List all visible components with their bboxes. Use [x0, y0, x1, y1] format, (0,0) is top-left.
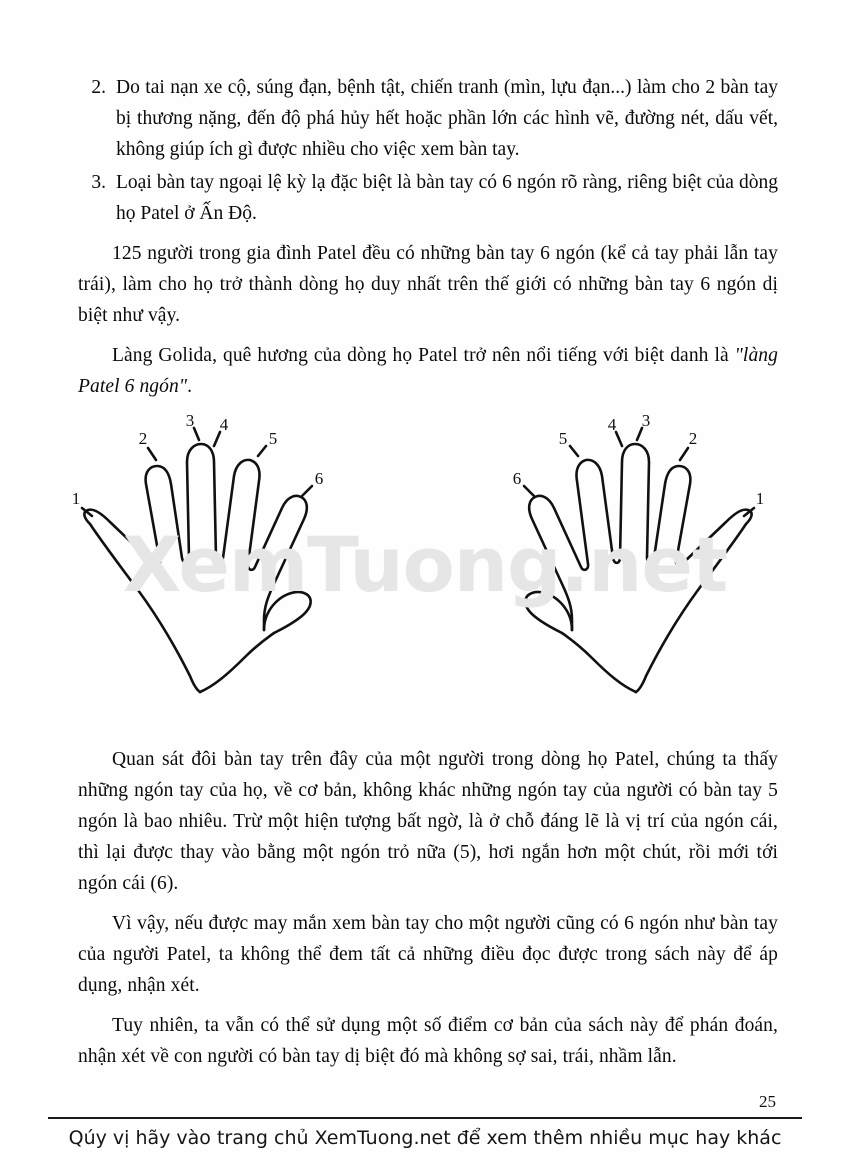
figure-label-right-1: 1 — [755, 489, 765, 508]
paragraph: Vì vậy, nếu được may mắn xem bàn tay cho một người cũng có 6 ngón như bàn tay của người Patel, ta không thể đem tất cả những điều đọc được trong sách này để áp dụng, nhận xét. — [78, 913, 778, 996]
list-item-number: 3. — [91, 172, 106, 193]
figure-label-left-4: 4 — [219, 415, 229, 434]
figure-label-right-4: 4 — [607, 415, 617, 434]
figure-label-right-3: 3 — [641, 411, 651, 430]
list-item-text: Loại bàn tay ngoại lệ kỳ lạ đặc biệt là bàn tay có 6 ngón rõ ràng, riêng biệt của dòng họ Patel ở Ấn Độ. — [116, 172, 778, 224]
paragraph-with-italic — [78, 340, 778, 402]
hands-figure — [71, 411, 778, 744]
six-fingered-hands-illustration — [68, 411, 788, 744]
figure-label-left-1: 1 — [71, 489, 81, 508]
figure-label-left-5: 5 — [268, 429, 278, 448]
figure-label-right-6: 6 — [512, 469, 522, 488]
list-item — [78, 72, 778, 165]
paragraph-italic: "làng Patel 6 ngón" — [78, 345, 778, 397]
figure-label-right-5: 5 — [558, 429, 568, 448]
footer-divider — [48, 1117, 802, 1119]
figure-label-left-2: 2 — [138, 429, 148, 448]
page-number: 25 — [759, 1092, 776, 1111]
list-item-text: Do tai nạn xe cộ, súng đạn, bệnh tật, chiến tranh (mìn, lựu đạn...) làm cho 2 bàn tay bị thương nặng, đến độ phá hủy hết hoặc phần lớn các hình vẽ, đường nét, dấu vết, không giúp ích gì được nhiều cho việc xem bàn tay. — [116, 77, 778, 160]
paragraph: Tuy nhiên, ta vẫn có thể sử dụng một số điểm cơ bản của sách này để phán đoán, nhận xét về con người có bàn tay dị biệt đó mà không sợ sai, trái, nhầm lẫn. — [78, 1015, 778, 1067]
figure-label-right-2: 2 — [688, 429, 698, 448]
footer-note: Qúy vị hãy vào trang chủ XemTuong.net để xem thêm nhiều mục hay khác — [68, 1127, 782, 1149]
list-item — [78, 167, 778, 229]
paragraph-lead: Làng Golida, quê hương của dòng họ Patel trở nên nổi tiếng với biệt danh là — [112, 345, 735, 366]
watermark: XemTuong.net — [122, 520, 728, 609]
paragraph: Quan sát đôi bàn tay trên đây của một người trong dòng họ Patel, chúng ta thấy những ngón tay của họ, về cơ bản, không khác những ngón tay của người có bàn tay 5 ngón là bao nhiêu. Trừ một hiện tượng bất ngờ, là ở chỗ đáng lẽ là vị trí của ngón cái, thì lại được thay vào bằng một ngón trỏ nữa (5), hơi ngắn hơn một chút, rồi mới tới ngón cái (6). — [78, 749, 778, 894]
paragraph-tail: . — [187, 376, 193, 397]
page-content — [71, 72, 778, 1072]
figure-label-left-3: 3 — [185, 411, 195, 430]
list-item-number: 2. — [91, 77, 106, 98]
paragraph: 125 người trong gia đình Patel đều có những bàn tay 6 ngón (kể cả tay phải lẫn tay trái), làm cho họ trở thành dòng họ duy nhất trên thế giới có những bàn tay 6 ngón dị biệt như vậy. — [78, 243, 778, 326]
figure-label-left-6: 6 — [314, 469, 324, 488]
